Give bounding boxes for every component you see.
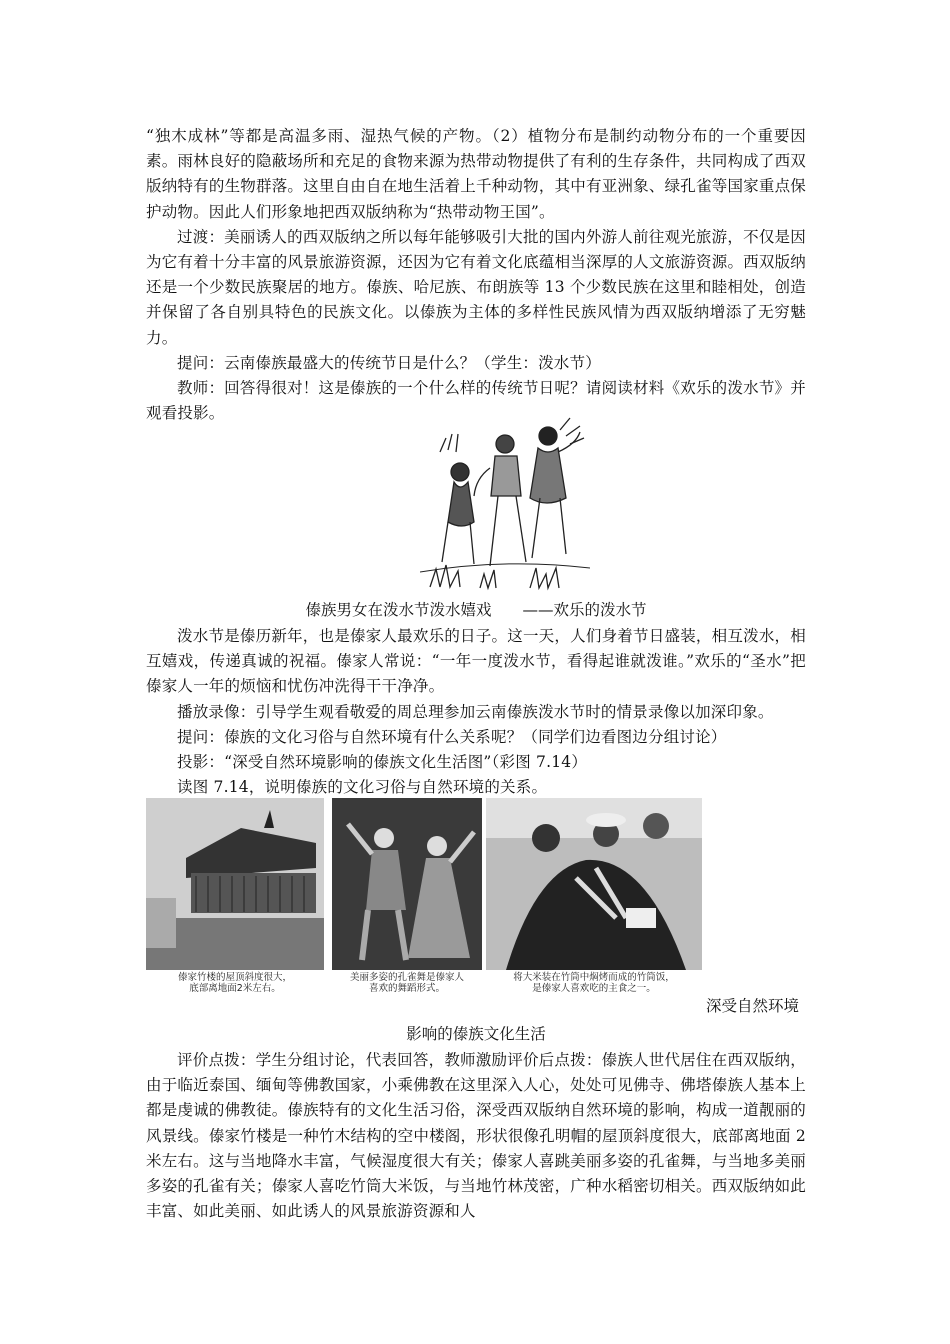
paragraph: 提问：云南傣族最盛大的传统节日是什么？（学生：泼水节） <box>177 353 601 372</box>
paragraph: 投影：“深受自然环境影响的傣族文化生活图”（彩图 7.14） <box>177 753 588 772</box>
top-text-block <box>146 124 806 426</box>
paragraph: 过渡：美丽诱人的西双版纳之所以每年能够吸引大批的国内外游人前往观光旅游，不仅是因为它有着十分丰富的风景旅游资源，还因为它有着文化底蕴相当深厚的人文旅游资源。西双版纳还是一个少数民族聚居的地方。傣族、哈尼族、布朗族等 13 个少数民族在这里和睦相处，创造并保留了各自别具特色的民族文化。以傣族为主体的多样性民族风情为西双版纳增添了无穷魅力。 <box>146 227 806 347</box>
bamboo-house-image <box>146 798 324 970</box>
figure-caption-part1: 深受自然环境 <box>706 997 800 1015</box>
paragraph: 教师：回答得很对！这是傣族的一个什么样的传统节日呢？请阅读材料《欢乐的泼水节》并观看投影。 <box>146 379 806 423</box>
paragraph: 播放录像：引导学生观看敬爱的周总理参加云南傣族泼水节时的情景录像以加深印象。 <box>177 702 774 721</box>
bamboo-rice-image <box>486 798 702 970</box>
paragraph: 泼水节是傣历新年，也是傣家人最欢乐的日子。这一天，人们身着节日盛装，相互泼水，相互嬉戏，传递真诚的祝福。傣家人常说：“一年一度泼水节，看得起谁就泼谁。”欢乐的“圣水”把傣家人一年的烦恼和忧伤冲洗得干干净净。 <box>146 627 806 696</box>
bottom-text-block <box>146 1048 806 1224</box>
middle-text-block <box>146 624 806 800</box>
photo-caption: 美丽多姿的孔雀舞是傣家人 喜欢的舞蹈形式。 <box>349 972 464 994</box>
water-festival-sketch <box>420 412 590 592</box>
photo-caption: 将大米装在竹筒中焖烤而成的竹筒饭， 是傣家人喜欢吃的主食之一。 <box>513 972 675 994</box>
photo-peacock-dance <box>332 798 482 994</box>
peacock-dance-image <box>332 798 482 970</box>
paragraph: 提问：傣族的文化习俗与自然环境有什么关系呢？（同学们边看图边分组讨论） <box>177 727 727 746</box>
water-festival-illustration <box>420 412 590 592</box>
figure-caption: 傣族男女在泼水节泼水嬉戏 ——欢乐的泼水节 <box>305 601 647 619</box>
paragraph: 读图 7.14，说明傣族的文化习俗与自然环境的关系。 <box>177 778 548 797</box>
paragraph: “独木成林”等都是高温多雨、湿热气候的产物。（2）植物分布是制约动物分布的一个重要因素。雨林良好的隐蔽场所和充足的食物来源为热带动物提供了有利的生存条件，共同构成了西双版纳特有的生物群落。这里自由自在地生活着上千种动物，其中有亚洲象、绿孔雀等国家重点保护动物。因此人们形象地把西双版纳称为“热带动物王国”。 <box>146 127 806 221</box>
photo-caption: 傣家竹楼的屋顶斜度很大， 底部离地面2米左右。 <box>177 972 292 994</box>
photo-bamboo-house <box>146 798 324 994</box>
figure-caption-part2: 影响的傣族文化生活 <box>406 1025 546 1043</box>
paragraph: 评价点拨：学生分组讨论，代表回答，教师激励评价后点拨：傣族人世代居住在西双版纳，由于临近泰国、缅甸等佛教国家，小乘佛教在这里深入人心，处处可见佛寺、佛塔傣族人基本上都是虔诚的佛教徒。傣族特有的文化生活习俗，深受西双版纳自然环境的影响，构成一道靓丽的风景线。傣家竹楼是一种竹木结构的空中楼阁，形状很像孔明帽的屋顶斜度很大，底部离地面 2 米左右。这与当地降水丰富，气候湿度很大有关；傣家人喜跳美丽多姿的孔雀舞，与当地多美丽多姿的孔雀有关；傣家人喜吃竹筒大米饭，与当地竹林茂密，广种水稻密切相关。西双版纳如此丰富、如此美丽、如此诱人的风景旅游资源和人 <box>146 1051 806 1221</box>
dai-culture-photos <box>146 798 706 994</box>
photo-bamboo-rice <box>486 798 702 994</box>
